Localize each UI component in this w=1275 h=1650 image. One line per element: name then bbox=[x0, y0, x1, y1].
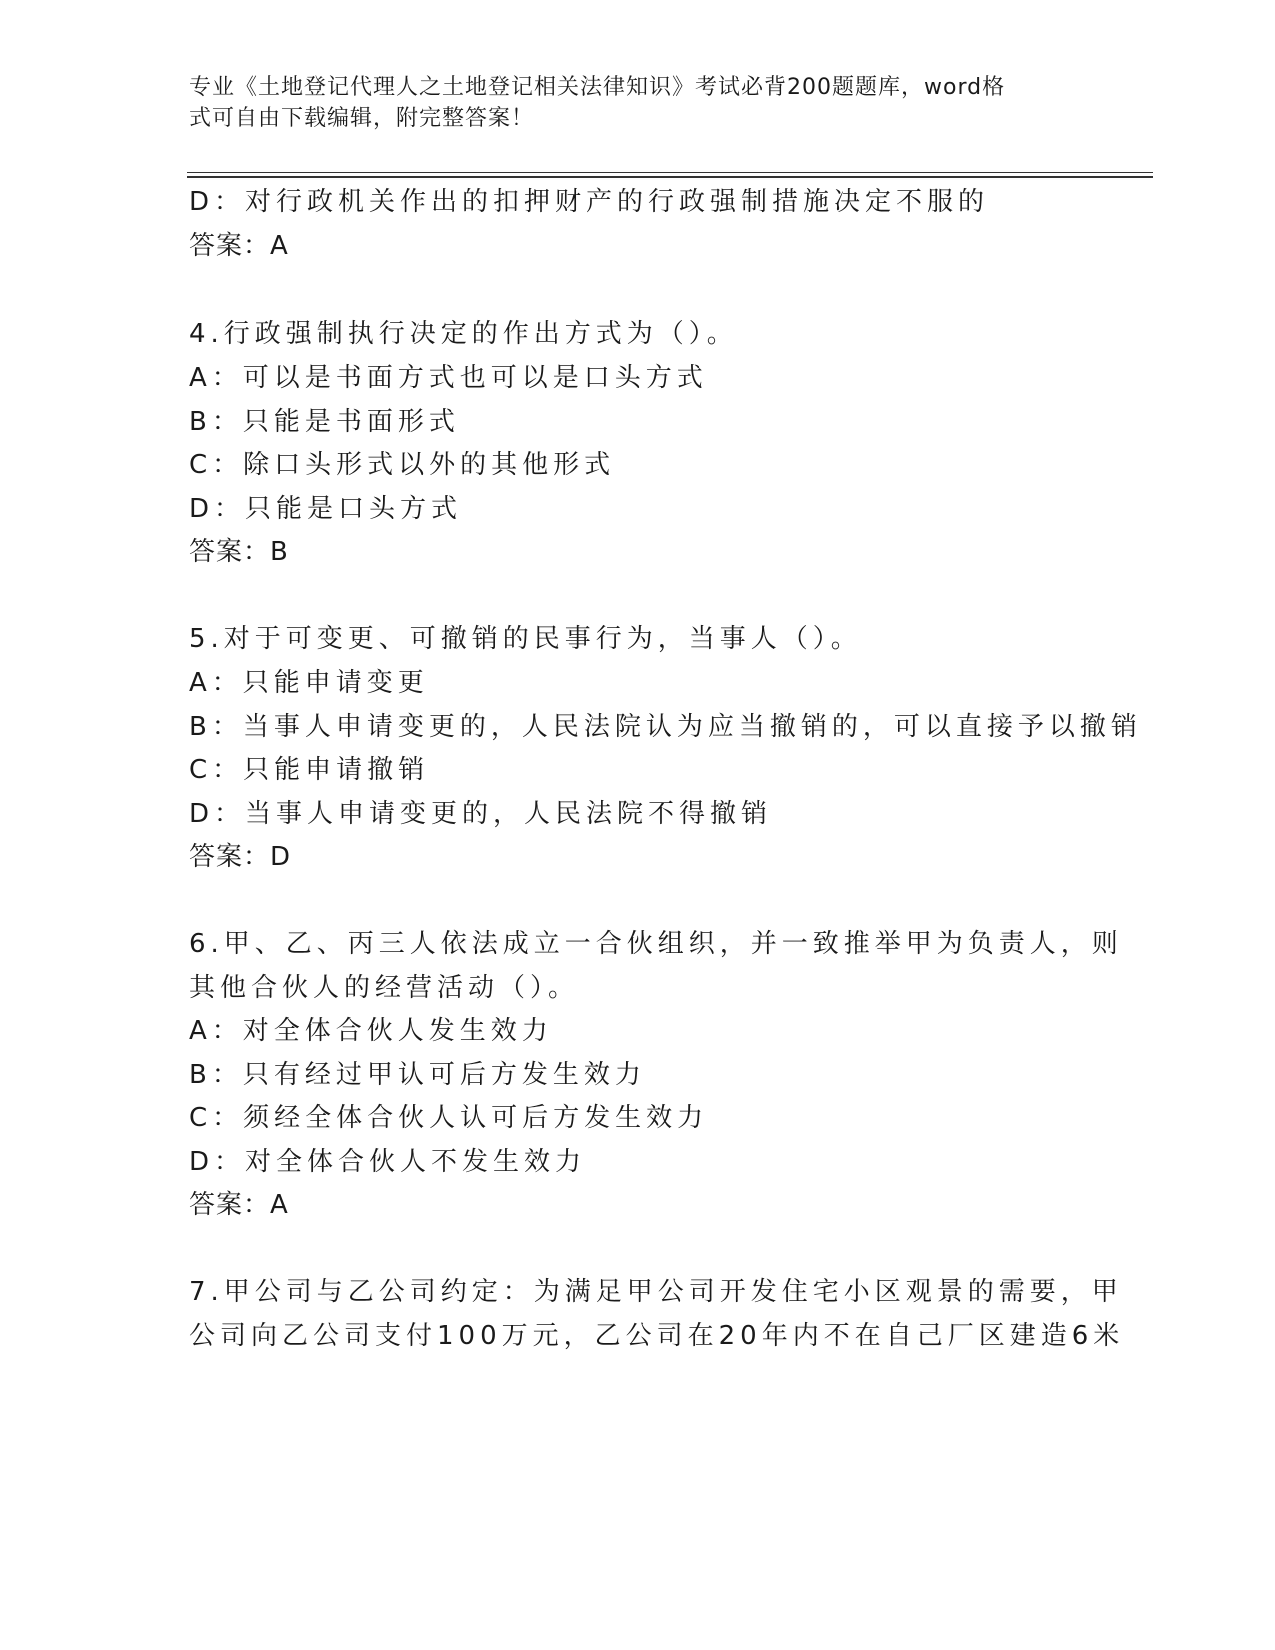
q6-question-line-1: 6.甲、乙、丙三人依法成立一合伙组织，并一致推举甲为负责人，则 bbox=[189, 929, 1123, 959]
q4-option-a: A：可以是书面方式也可以是口头方式 bbox=[189, 363, 708, 393]
document-header bbox=[189, 72, 1089, 134]
header-line-1: 专业《土地登记代理人之土地登记相关法律知识》考试必背200题题库，word格 bbox=[189, 75, 1006, 100]
q4-question: 4.行政强制执行决定的作出方式为（）。 bbox=[189, 319, 738, 349]
q4-option-b: B：只能是书面形式 bbox=[189, 407, 460, 437]
q6-option-a: A：对全体合伙人发生效力 bbox=[189, 1016, 553, 1046]
q3-answer: 答案：A bbox=[189, 231, 289, 261]
q7-question-line-1: 7.甲公司与乙公司约定：为满足甲公司开发住宅小区观景的需要，甲 bbox=[189, 1277, 1123, 1307]
q5-option-c: C：只能申请撤销 bbox=[189, 755, 430, 785]
header-divider-thick bbox=[187, 176, 1153, 178]
q5-option-a: A：只能申请变更 bbox=[189, 668, 429, 698]
q6-option-c: C：须经全体合伙人认可后方发生效力 bbox=[189, 1103, 709, 1133]
q5-option-d: D：当事人申请变更的，人民法院不得撤销 bbox=[189, 799, 773, 829]
q7-question-line-2: 公司向乙公司支付100万元，乙公司在20年内不在自己厂区建造6米 bbox=[189, 1321, 1125, 1351]
q4-option-c: C：除口头形式以外的其他形式 bbox=[189, 450, 616, 480]
q5-option-b: B：当事人申请变更的，人民法院认为应当撤销的，可以直接予以撤销 bbox=[189, 712, 1142, 742]
header-divider-thin bbox=[187, 172, 1153, 173]
q3-option-d: D：对行政机关作出的扣押财产的行政强制措施决定不服的 bbox=[189, 187, 990, 217]
q6-option-d: D：对全体合伙人不发生效力 bbox=[189, 1147, 587, 1177]
q4-answer: 答案：B bbox=[189, 537, 289, 567]
q6-answer: 答案：A bbox=[189, 1190, 289, 1220]
header-line-2: 式可自由下载编辑，附完整答案！ bbox=[189, 106, 535, 131]
q6-option-b: B：只有经过甲认可后方发生效力 bbox=[189, 1060, 646, 1090]
q4-option-d: D：只能是口头方式 bbox=[189, 494, 463, 524]
q5-question: 5.对于可变更、可撤销的民事行为，当事人（）。 bbox=[189, 624, 862, 654]
q6-question-line-2: 其他合伙人的经营活动（）。 bbox=[189, 973, 580, 1003]
q5-answer: 答案：D bbox=[189, 842, 292, 872]
